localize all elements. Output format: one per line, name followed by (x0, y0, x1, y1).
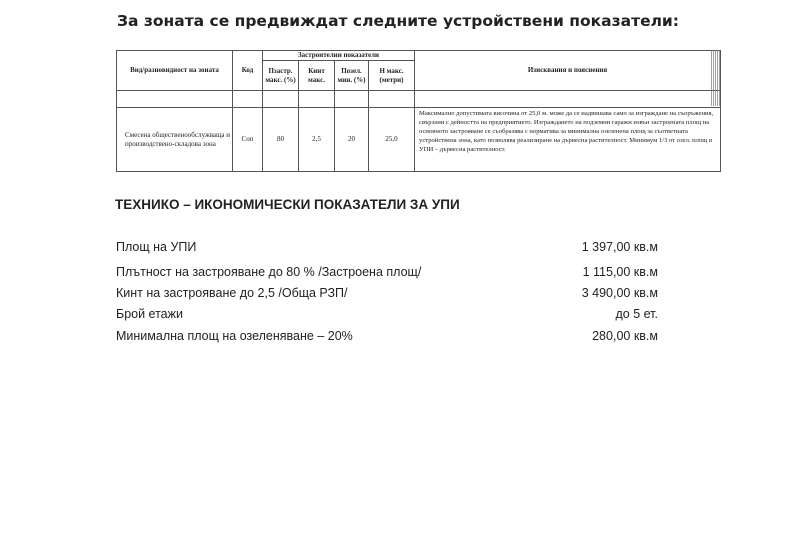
cell-code: Соп (233, 108, 263, 172)
indicator-row (116, 329, 658, 347)
table-row (117, 108, 721, 172)
indicator-row (116, 240, 658, 258)
scan-hatch-mark (711, 50, 720, 106)
cell-requirements: Максимално допустимата височина от 25,0 м. може да се надвишава само за изграждане на съоръжения, свързани с дейността на предприятието. Изграждането на подземни гаражи извън застроената площ на основното застрояване се съобразява с нормативa за минимална озеленена площ за съответната устройствена зона, като позволява реализиране на дървесна растителност. Минимум 1/3 от озел. площ в УПИ – дървесна растителност. (415, 108, 721, 172)
header-max-height: Н макс. (метри) (369, 61, 415, 91)
indicator-row (116, 265, 658, 283)
cell-green-area: 20 (335, 108, 369, 172)
header-code: Код (233, 51, 263, 91)
header-kint: Кинт макс. (299, 61, 335, 91)
section-title: ТЕХНИКО – ИКОНОМИЧЕСКИ ПОКАЗАТЕЛИ ЗА УПИ (115, 197, 460, 212)
header-green-area: Позел. мин. (%) (335, 61, 369, 91)
cell-kint: 2,5 (299, 108, 335, 172)
page-heading: За зоната се предвиждат следните устройствени показатели: (117, 12, 679, 30)
indicator-label: Кинт на застрояване до 2,5 /Обща РЗП/ (116, 286, 348, 300)
header-density: Пзастр. макс. (%) (263, 61, 299, 91)
header-building-indicators: Застроителни показатели (263, 51, 415, 61)
indicator-row (116, 286, 658, 304)
indicator-label: Брой етажи (116, 307, 183, 321)
indicator-label: Плътност на застрояване до 80 % /Застроена площ/ (116, 265, 422, 279)
indicator-value: 1 397,00 кв.м (581, 240, 658, 254)
indicator-label: Минимална площ на озеленяване – 20% (116, 329, 353, 343)
indicator-value: 280,00 кв.м (592, 329, 658, 343)
indicator-row (116, 307, 658, 325)
indicator-value: 1 115,00 кв.м (582, 265, 658, 279)
indicator-label: Площ на УПИ (116, 240, 197, 254)
header-requirements: Изисквания и пояснения (415, 51, 721, 91)
cell-zone-type: Смесена общественообслужваща и производствено-складова зона (117, 108, 233, 172)
zone-indicators-table (116, 50, 721, 172)
cell-density: 80 (263, 108, 299, 172)
indicator-value: до 5 ет. (615, 307, 658, 321)
cell-max-height: 25,0 (369, 108, 415, 172)
indicator-value: 3 490,00 кв.м (581, 286, 658, 300)
header-zone-type: Вид/разновидност на зоната (117, 51, 233, 91)
